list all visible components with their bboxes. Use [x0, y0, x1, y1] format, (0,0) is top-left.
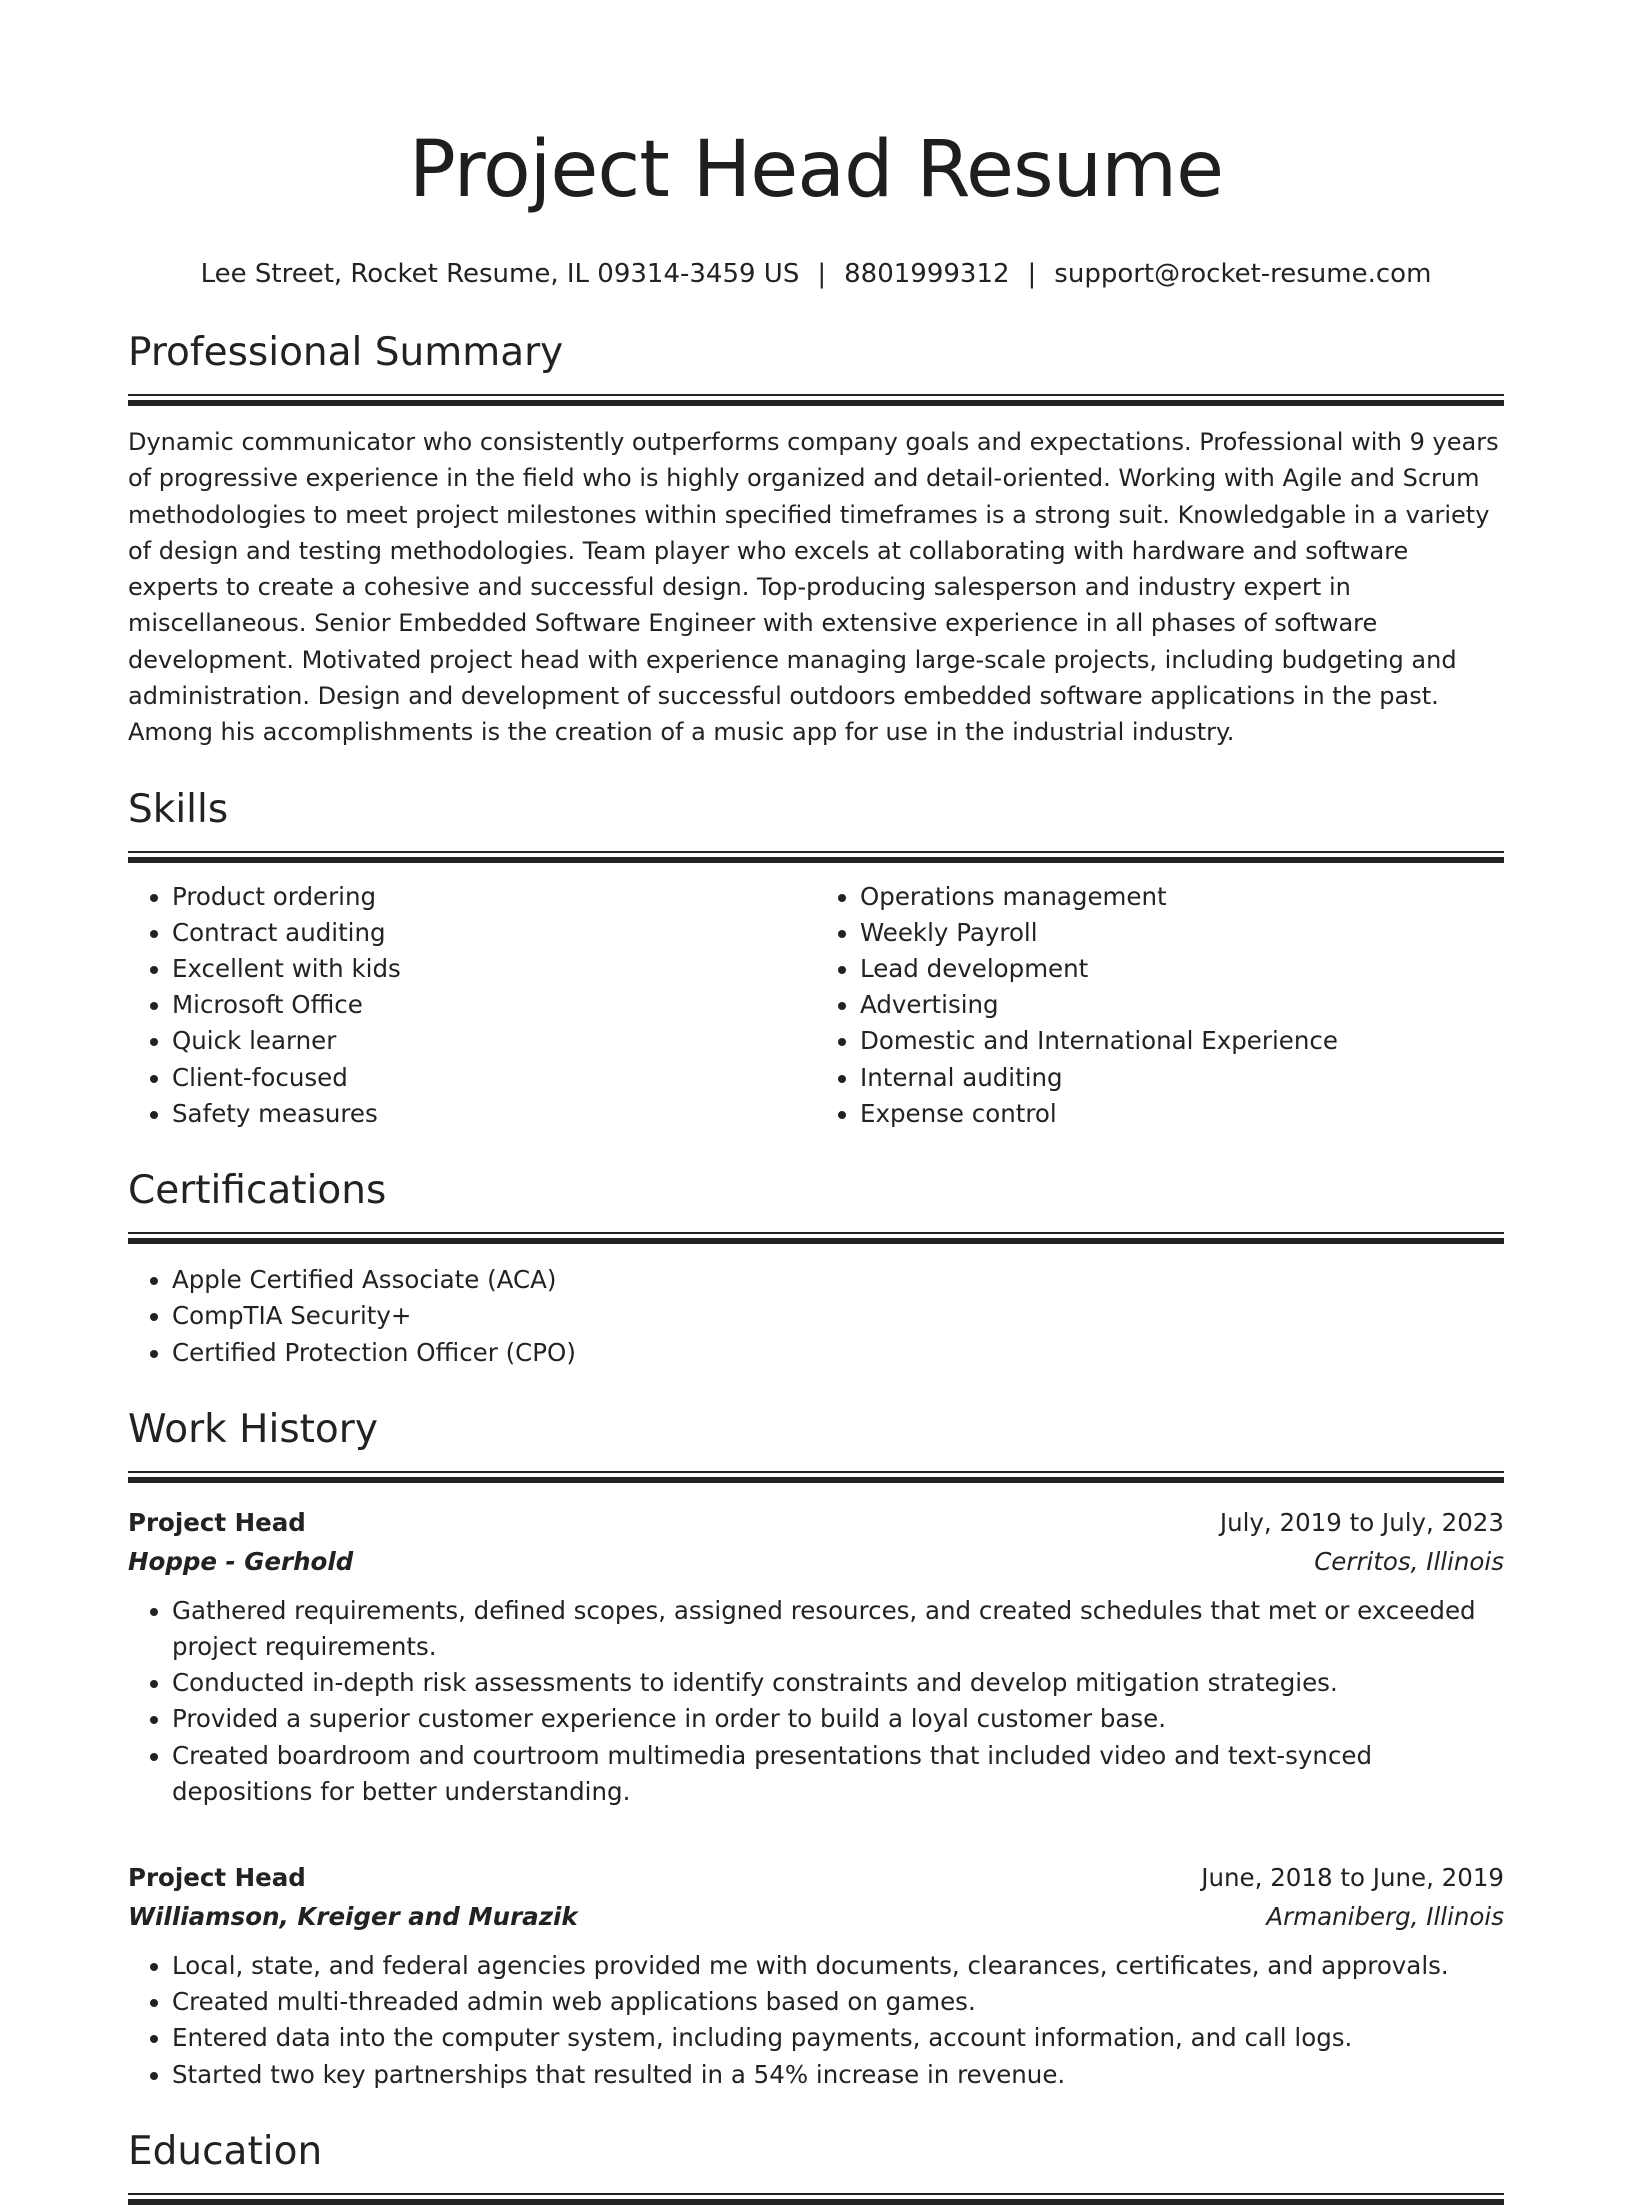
job-entry: [128, 1858, 1504, 2093]
job-bullet: • Created multi-threaded admin web applications based on games.: [172, 1984, 1504, 2020]
job-company-row: [128, 1897, 1504, 1936]
skill-item: • Expense control: [860, 1096, 1504, 1132]
summary-section: [128, 328, 1504, 751]
skill-item: • Weekly Payroll: [860, 915, 1504, 951]
job-bullet: • Conducted in-depth risk assessments to identify constraints and develop mitigation strategies.: [172, 1665, 1504, 1701]
job-bullets: [128, 1948, 1504, 2093]
contact-phone: 8801999312: [844, 259, 1010, 289]
section-divider: [128, 1232, 1504, 1244]
skill-item: • Product ordering: [172, 879, 816, 915]
skills-columns: [128, 879, 1504, 1132]
skills-heading: Skills: [128, 786, 229, 832]
resume-page: [128, 0, 1504, 2205]
skill-item: • Domestic and International Experience: [860, 1023, 1504, 1059]
skill-item: • Client-focused: [172, 1060, 816, 1096]
contact-separator: |: [817, 259, 827, 289]
job-bullets: [128, 1593, 1504, 1810]
job-title: Project Head: [128, 1862, 306, 1892]
summary-heading: Professional Summary: [128, 330, 564, 375]
certifications-section: [128, 1166, 1504, 1371]
skill-item: • Operations management: [860, 879, 1504, 915]
education-heading: Education: [128, 2128, 323, 2174]
job-bullet: • Provided a superior customer experience in order to build a loyal customer base.: [172, 1701, 1504, 1737]
page-title: Project Head Resume: [408, 125, 1224, 215]
skill-item: • Lead development: [860, 951, 1504, 987]
job-dates: July, 2019 to July, 2023: [1219, 1507, 1504, 1537]
contact-line: [128, 254, 1504, 294]
job-bullet: • Entered data into the computer system, including payments, account information, and call logs.: [172, 2020, 1504, 2056]
skills-list-left: [128, 879, 816, 1132]
skill-item: • Contract auditing: [172, 915, 816, 951]
section-divider: [128, 1471, 1504, 1483]
skill-item: • Safety measures: [172, 1096, 816, 1132]
section-divider: [128, 394, 1504, 406]
skill-item: • Internal auditing: [860, 1060, 1504, 1096]
job-company: Williamson, Kreiger and Murazik: [128, 1901, 578, 1931]
job-bullet: • Local, state, and federal agencies provided me with documents, clearances, certificates, and approvals.: [172, 1948, 1504, 1984]
summary-text: Dynamic communicator who consistently outperforms company goals and expectations. Professional with 9 years of progressive experience in the field who is highly organized and detail-oriented. Working with Agile and Scrum methodologies to meet project milestones within specified timeframes is a strong suit. Knowledgable in a variety of design and testing methodologies. Team player who excels at collaborating with hardware and software experts to create a cohesive and successful design. Top-producing salesperson and industry expert in miscellaneous. Senior Embedded Software Engineer with extensive experience in all phases of software development. Motivated project head with experience managing large-scale projects, including budgeting and administration. Design and development of successful outdoors embedded software applications in the past. Among his accomplishments is the creation of a music app for use in the industrial industry.: [128, 428, 1499, 747]
job-location: Armaniberg, Illinois: [1266, 1901, 1504, 1931]
job-company-row: [128, 1542, 1504, 1581]
skill-item: • Advertising: [860, 987, 1504, 1023]
skills-section: [128, 785, 1504, 1132]
skill-item: • Microsoft Office: [172, 987, 816, 1023]
job-header-row: [128, 1858, 1504, 1897]
job-bullet: • Gathered requirements, defined scopes, assigned resources, and created schedules that met or exceeded project requirements.: [172, 1593, 1504, 1665]
job-location: Cerritos, Illinois: [1314, 1546, 1504, 1576]
contact-email: support@rocket-resume.com: [1054, 259, 1432, 289]
certification-item: • Certified Protection Officer (CPO): [172, 1335, 1504, 1371]
job-entry: [128, 1503, 1504, 1810]
contact-separator: |: [1027, 259, 1037, 289]
education-section: [128, 2127, 1504, 2205]
skill-item: • Quick learner: [172, 1023, 816, 1059]
work-history-heading: Work History: [128, 1406, 378, 1452]
job-header-row: [128, 1503, 1504, 1542]
job-company: Hoppe - Gerhold: [128, 1546, 354, 1576]
skill-item: • Excellent with kids: [172, 951, 816, 987]
work-history-section: [128, 1405, 1504, 2093]
contact-address: Lee Street, Rocket Resume, IL 09314-3459 US: [200, 259, 800, 289]
certification-item: • CompTIA Security+: [172, 1298, 1504, 1334]
certifications-heading: Certifications: [128, 1168, 387, 1214]
job-dates: June, 2018 to June, 2019: [1201, 1862, 1504, 1892]
section-divider: [128, 851, 1504, 863]
skills-list-right: [816, 879, 1504, 1132]
job-bullet: • Created boardroom and courtroom multimedia presentations that included video and text-synced depositions for better understanding.: [172, 1738, 1504, 1810]
section-divider: [128, 2193, 1504, 2205]
job-bullet: • Started two key partnerships that resulted in a 54% increase in revenue.: [172, 2057, 1504, 2093]
certifications-list: [128, 1262, 1504, 1371]
certification-item: • Apple Certified Associate (ACA): [172, 1262, 1504, 1298]
job-title: Project Head: [128, 1507, 306, 1537]
